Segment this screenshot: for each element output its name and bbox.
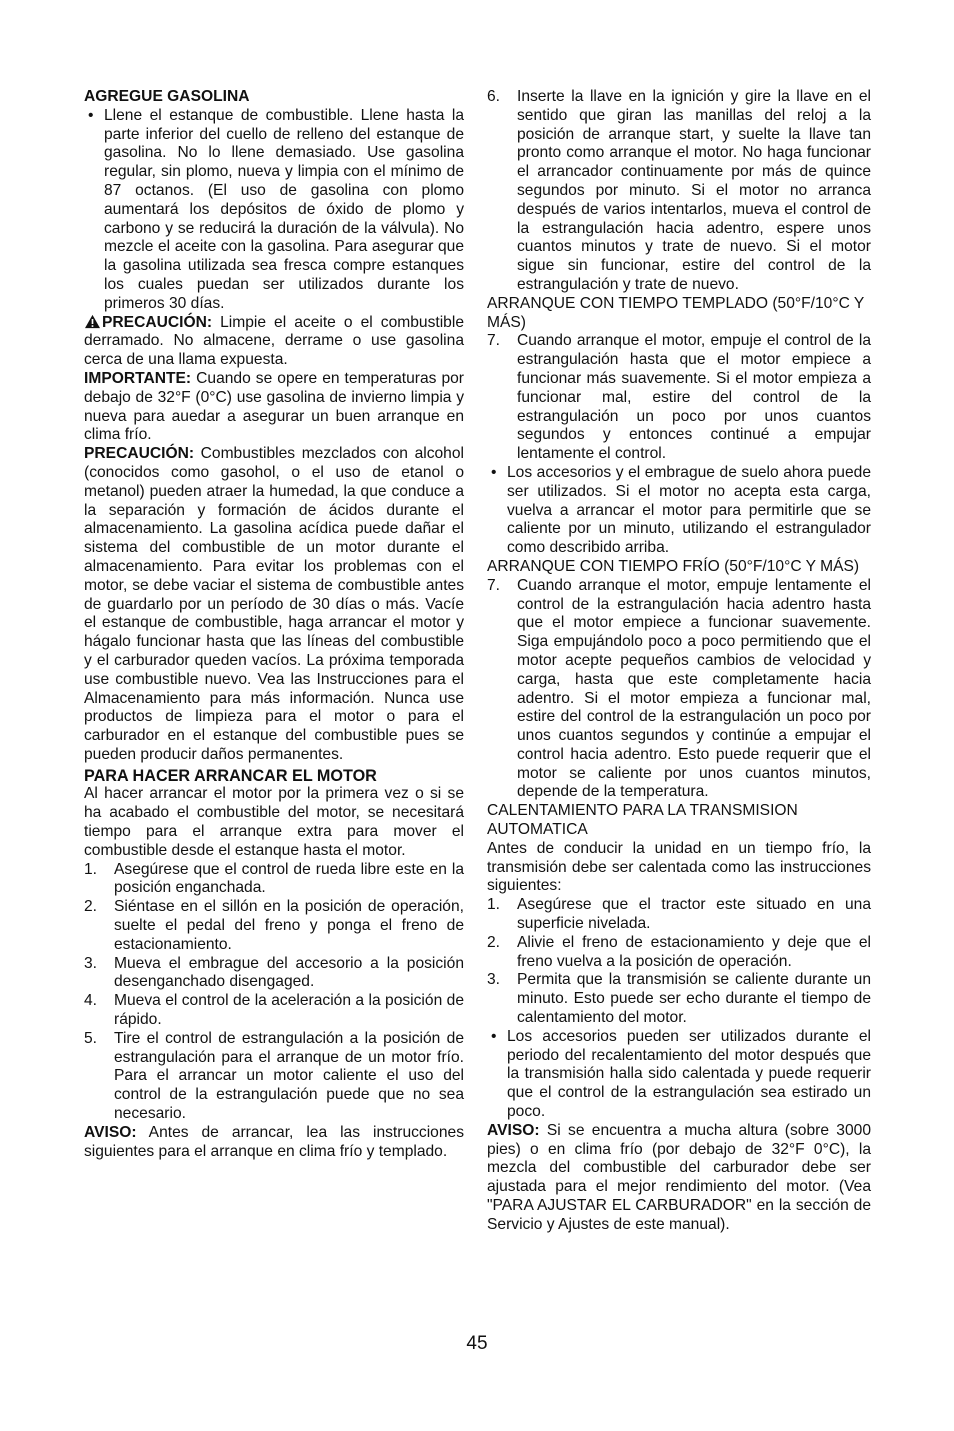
- step-text: Mueva el embrague del accesorio a la posición desenganchado disengaged.: [114, 954, 464, 991]
- step-text: Asegúrese que el tractor este situado en una superficie nivelada.: [517, 896, 871, 933]
- step-text: Siéntase en el sillón en la posición de operación, suelte el pedal del freno y ponga el freno de estacionamiento.: [114, 898, 464, 953]
- step-item: [487, 971, 871, 1027]
- step-number: 2.: [84, 898, 98, 916]
- step-number: 4.: [84, 992, 98, 1010]
- step-item: [84, 1030, 464, 1124]
- step-item: [84, 955, 464, 993]
- bullet-marker: •: [491, 463, 497, 481]
- left-column: [84, 88, 464, 1161]
- precaution2-label: PRECAUCIÓN:: [84, 445, 195, 463]
- aviso-label: AVISO:: [84, 1123, 137, 1141]
- precaution-paragraph: [84, 314, 464, 370]
- step-text: Inserte la llave en la ignición y gire la llave en el sentido que giran las manillas del reloj a la posición de arranque start, y suelte la llave tan pronto como arranque el motor. No haga funcionar el arrancador continuamente por más de quince segundos por minuto. Si el motor no arranca después de varios intentarlos, mueva el control de la estrangulación hacia adentro, espere unos cuantos minutos y trate de nuevo. Si el motor sigue sin funcionar, estire del control de la estrangulación y trate de nuevo.: [517, 88, 871, 293]
- important-label: IMPORTANTE:: [84, 369, 192, 387]
- start-intro: Al hacer arrancar el motor por la primera vez o si se ha acabado el combustible del motor, se necesitará tiempo para el arranque extra para mover el combustible desde el estanque hasta el motor.: [84, 785, 464, 859]
- important-text: Cuando se opere en temperaturas por debajo de 32°F (0°C) use gasolina de invierno limpia y nueva para auedar a asegurar un buen arranque en clima frío.: [84, 369, 464, 444]
- gas-bullet-text: Llene el estanque de combustible. Llene hasta la parte inferior del cuello de relleno del estanque de gasolina. No lo llene demasiado. Use gasolina regular, sin plomo, nueva y limpia con el mínimo de 87 octanos. (El uso de gasolina con plomo aumentará los depósitos de óxido de plomo y carbono y se reducirá la duración de la válvula). No mezcle el aceite con la gasolina. Para asegurar que la gasolina utilizada sea fresca compre estanques los cuales puedan ser utilizados durante los primeros 30 días.: [104, 106, 464, 312]
- step-text: Mueva el control de la aceleración a la posición de rápido.: [114, 992, 464, 1029]
- step-number: 1.: [487, 896, 501, 914]
- important-paragraph: [84, 370, 464, 445]
- warm-bullet-text: Los accesorios y el embrague de suelo ahora puede ser utilizados. Si el motor no acepta esta carga, vuelva a arrancar el motor para permitirle que se caliente por un minuto, utilizando el estrangulador como describido arriba.: [507, 463, 871, 557]
- step-number: 3.: [84, 954, 98, 972]
- right-column: [487, 88, 871, 1235]
- step-number: 1.: [84, 860, 98, 878]
- transmission-bullet: [487, 1028, 871, 1122]
- precaution2-text: Combustibles mezclados con alcohol (conocidos como gasohol, o el uso de etanol o metanol) pueden atraer la humedad, la que conduce a la separación y formación de ácidos durante el almacenamiento. La gasolina acídica puede dañar el sistema del combustible de un motor durante el almacenamiento. Para evitar los problemas con el motor, se debe vaciar el sistema de combustible antes de guardarlo por un período de 30 días o más. Vacíe el estanque de combustible, haga arrancar el motor y hágalo funcionar hasta que las líneas del combustible y el carburador queden vacíos. La próxima temporada use combustible nuevo. Vea las Instrucciones para el Almacenamiento para más información. Nunca use productos de limpieza para el motor o para el carburador en el estanque del combustible pues se pueden producir daños permanentes.: [84, 445, 464, 763]
- step-item: [487, 332, 871, 464]
- step-number: 6.: [487, 88, 501, 105]
- step-item: [487, 934, 871, 972]
- step-text: Tire el control de estrangulación a la posición de estrangulación para el arranque de un motor frío. Para el arrancar un motor caliente el uso del control de la estrangulación puede que no sea necesario.: [114, 1029, 464, 1123]
- step-text: Asegúrese que el control de rueda libre este en la posición enganchada.: [114, 860, 464, 897]
- transmission-heading: CALENTAMIENTO PARA LA TRANSMISION AUTOMATICA: [487, 802, 798, 839]
- aviso-paragraph: [487, 1122, 871, 1235]
- step-item: [84, 992, 464, 1030]
- step-item: [487, 88, 871, 295]
- aviso-label: AVISO:: [487, 1121, 540, 1139]
- step-text: Permita que la transmisión se caliente durante un minuto. Esto puede ser echo durante el tiempo de calentamiento del motor.: [517, 971, 871, 1027]
- warm-bullet: [487, 464, 871, 558]
- step-item: [84, 861, 464, 899]
- precaution-text: Limpie el aceite o el combustible derramado. No almacene, derrame o use gasolina cerca de una llama expuesta.: [84, 313, 464, 369]
- step-number: 3.: [487, 971, 501, 989]
- step-number: 5.: [84, 1029, 98, 1047]
- precaution-label: PRECAUCIÓN:: [102, 313, 213, 331]
- step-item: [487, 896, 871, 934]
- page-number: 45: [466, 1333, 488, 1354]
- step-number: 2.: [487, 933, 501, 951]
- warning-triangle-icon: [84, 314, 101, 329]
- step-item: [487, 577, 871, 803]
- bullet-marker: •: [88, 106, 94, 124]
- aviso-text: Si se encuentra a mucha altura (sobre 3000 pies) o en clima frío (por debajo de 32°F 0°C), la mezcla del combustible del carburador debe ser ajustada para el mejor rendimiento del motor. (Vea "PARA AJUSTAR EL CARBURADOR" en la sección de Servicio y Ajustes de este manual).: [487, 1121, 871, 1233]
- aviso-paragraph: [84, 1124, 464, 1162]
- cold-start-heading: ARRANQUE CON TIEMPO FRÍO (50°F/10°C Y MÁS): [487, 557, 860, 575]
- step-number: 7.: [487, 576, 501, 594]
- start-heading: PARA HACER ARRANCAR EL MOTOR: [84, 766, 377, 785]
- step-text: Cuando arranque el motor, empuje el control de la estrangulación hasta que el motor empiece a funcionar más suavemente. Si el motor empieza a funcionar mal, estire del control de la estrangulación un poco por unos cuantos segundos y entonces continué a empujar lentamente el control.: [517, 332, 871, 463]
- step-text: Cuando arranque el motor, empuje lentamente el control de la estrangulación hacia adentro hasta que el motor empiece a funcionar suavemente. Siga empujándolo poco a poco permitiendo que el motor acepte pequeños cambios de velocidad y carga, hasta que este completamente hacia adentro. Si el motor empieza a funcionar mal, estire del control de la estrangulación un poco por unos cuantos segundos y continúe a empujar el control hacia adentro. Esto puede requerir que el motor se caliente por unos cuantos minutos, depende de la temperatura.: [517, 576, 871, 801]
- precaution2-paragraph: [84, 445, 464, 765]
- transmission-bullet-text: Los accesorios pueden ser utilizados durante el periodo del recalentamiento del motor después que la transmisión halla sido calentada y puede requerir que el control de la estrangulación sea estirado un poco.: [507, 1027, 871, 1121]
- warm-start-heading: ARRANQUE CON TIEMPO TEMPLADO (50°F/10°C Y MÁS): [487, 294, 864, 331]
- gas-heading: AGREGUE GASOLINA: [84, 88, 250, 105]
- transmission-intro: Antes de conducir la unidad en un tiempo frío, la transmisión debe ser calentada como las instrucciones siguientes:: [487, 839, 871, 895]
- step-item: [84, 898, 464, 954]
- bullet-marker: •: [491, 1027, 497, 1045]
- step-number: 7.: [487, 332, 501, 350]
- step-text: Alivie el freno de estacionamiento y deje que el freno vuelva a la posición de operación.: [517, 933, 871, 970]
- gas-bullet: [84, 107, 464, 314]
- aviso-text: Antes de arrancar, lea las instrucciones siguientes para el arranque en clima frío y templado.: [84, 1123, 464, 1160]
